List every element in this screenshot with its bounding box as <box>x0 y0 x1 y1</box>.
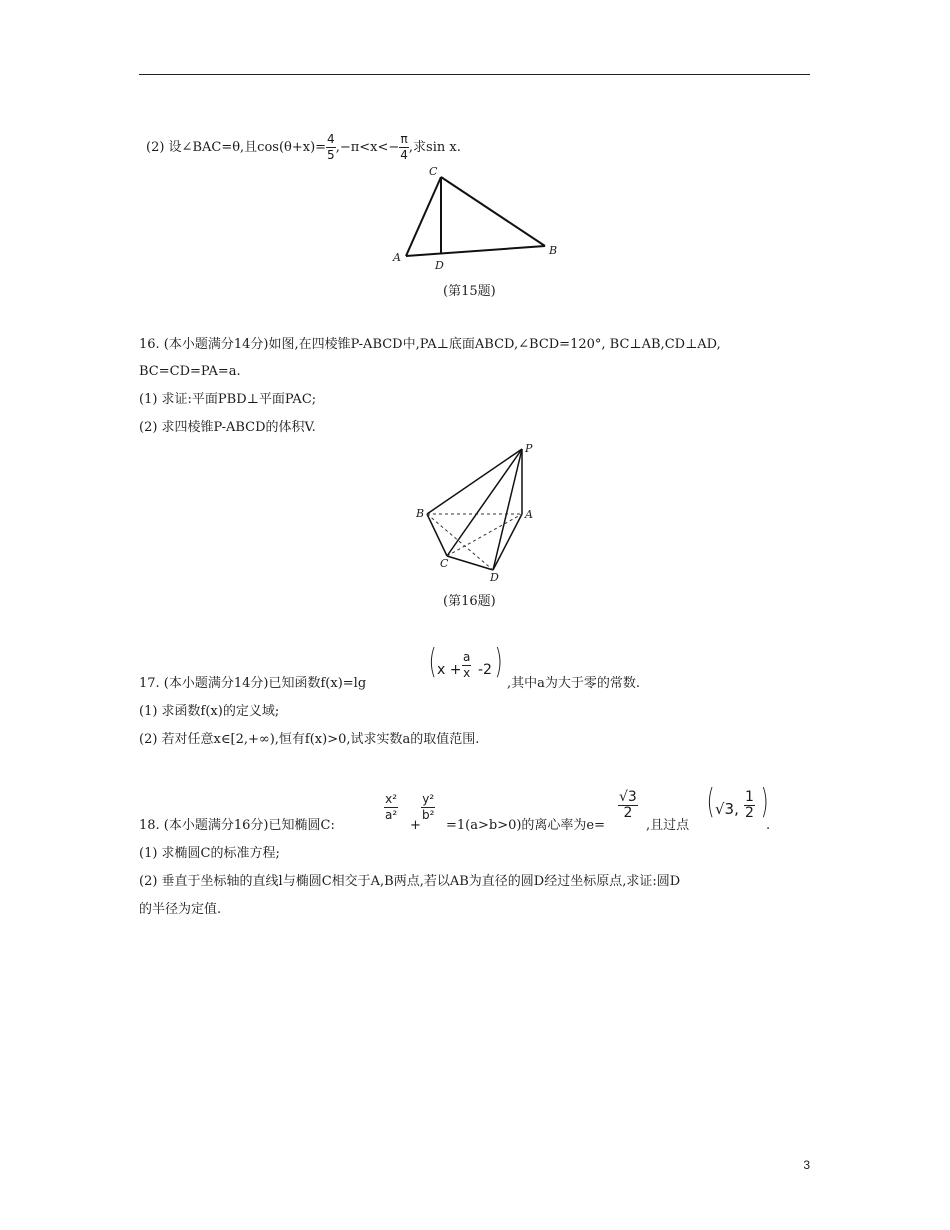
q16-line1: 16. (本小题满分14分)如图,在四棱锥P-ABCD中,PA⊥底面ABCD,∠BCD=120°, BC⊥AB,CD⊥AD, <box>139 337 721 352</box>
figure-15-triangle <box>385 162 565 272</box>
q15-fraction-pi-4: $\frac{\pi}{4}$ <box>400 132 408 162</box>
q18-prefix: 18. (本小题满分16分)已知椭圆C: <box>139 818 335 833</box>
caption-16: (第16题) <box>443 594 496 609</box>
q16-item2: (2) 求四棱锥P-ABCD的体积V. <box>139 420 316 435</box>
label-D: D <box>435 259 444 272</box>
q18-end: . <box>766 818 771 833</box>
q18-plus: + <box>410 818 421 833</box>
q17-stem: 17. (本小题满分14分)已知函数f(x)=lg <box>139 676 367 691</box>
q15-fraction-4-5: $\frac{4}{5}$ <box>327 132 335 162</box>
q17-suffix: ,其中a为大于零的常数. <box>507 676 641 691</box>
left-paren: ( <box>706 782 715 822</box>
label-A: A <box>393 251 401 264</box>
q18-mid2: ,且过点 <box>646 818 690 833</box>
q16-line2: BC=CD=PA=a. <box>139 364 241 379</box>
q18-point-x: √3, <box>715 800 739 818</box>
caption-15: (第15题) <box>443 284 496 299</box>
q18-item1: (1) 求椭圆C的标准方程; <box>139 846 280 861</box>
label-P: P <box>525 442 533 455</box>
label-C: C <box>429 165 438 178</box>
figure-16-pyramid <box>410 440 550 585</box>
q17-fraction-a-x: $\frac{a}{x}$ <box>463 650 471 680</box>
q18-fraction-x2-a2: $\frac{\text{x²}}{\text{a²}}$ <box>385 792 398 822</box>
header-rule <box>139 74 810 75</box>
label-B: B <box>549 244 558 257</box>
q18-mid: =1(a>b>0)的离心率为e= <box>446 818 606 833</box>
q18-point <box>704 782 772 830</box>
q18-fraction-sqrt3-2: $\frac{√3}{2}$ <box>619 789 637 821</box>
page-number: 3 <box>803 1158 810 1172</box>
q15-part2: (2) 设∠BAC=θ,且cos(θ+x)= $\frac{4}{5}$ ,−π<x<− $\frac{\pi}{4}$ ,求sin x. <box>146 132 461 162</box>
right-paren: ) <box>760 782 769 822</box>
q17-item1: (1) 求函数f(x)的定义域; <box>139 704 280 719</box>
q17-minus-two: -2 <box>478 662 492 678</box>
label-C: C <box>440 557 449 570</box>
q18-item2-line1: (2) 垂直于坐标轴的直线l与椭圆C相交于A,B两点,若以AB为直径的圆D经过坐标原点,求证:圆D <box>139 874 681 889</box>
q17-x-plus: x + <box>437 662 462 678</box>
q17-item2: (2) 若对任意x∈[2,+∞),恒有f(x)>0,试求实数a的取值范围. <box>139 732 480 747</box>
q18-fraction-y2-b2: $\frac{\text{y²}}{\text{b²}}$ <box>422 792 435 822</box>
q18-fraction-1-2: $\frac{1}{2}$ <box>745 789 754 821</box>
right-paren: ) <box>494 642 503 682</box>
label-D: D <box>490 571 499 584</box>
q18-item2-line2: 的半径为定值. <box>139 902 222 917</box>
q17-paren-expression <box>426 642 506 690</box>
left-paren: ( <box>428 642 437 682</box>
label-A: A <box>525 508 533 521</box>
q16-item1: (1) 求证:平面PBD⊥平面PAC; <box>139 392 317 407</box>
label-B: B <box>416 507 425 520</box>
